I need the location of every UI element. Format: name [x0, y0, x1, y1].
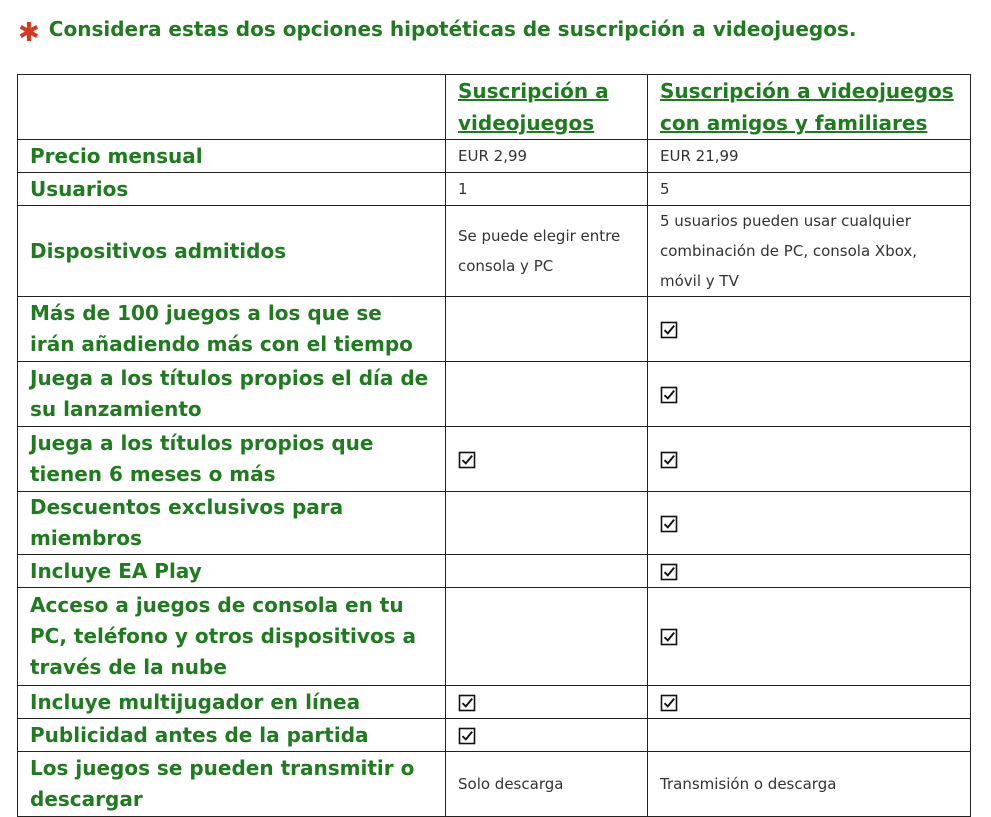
- option-a-check-cell: [446, 555, 648, 588]
- table-row: [18, 427, 971, 492]
- question-text: Considera estas dos opciones hipotéticas de suscripción a videojuegos.: [48, 17, 857, 41]
- row-label: Incluye EA Play: [18, 555, 446, 588]
- row-label: Los juegos se pueden transmitir o descargar: [18, 752, 446, 817]
- option-b-check-cell: [648, 555, 971, 588]
- row-label: Precio mensual: [18, 140, 446, 173]
- checkbox-checked-icon: [458, 451, 476, 469]
- option-a-check-cell: [446, 427, 648, 492]
- table-row: [18, 492, 971, 555]
- option-b-value: Transmisión o descarga: [648, 752, 971, 817]
- option-a-check-cell: [446, 588, 648, 686]
- table-row: [18, 719, 971, 752]
- option-a-check-cell: [446, 362, 648, 427]
- table-row: [18, 173, 971, 206]
- table-row: [18, 297, 971, 362]
- checkbox-checked-icon: [660, 563, 678, 581]
- header-row: [18, 75, 971, 140]
- row-label: Publicidad antes de la partida: [18, 719, 446, 752]
- option-b-value: 5 usuarios pueden usar cualquier combinación de PC, consola Xbox, móvil y TV: [648, 206, 971, 297]
- row-label: Descuentos exclusivos para miembros: [18, 492, 446, 555]
- checkbox-checked-icon: [458, 694, 476, 712]
- row-label: Usuarios: [18, 173, 446, 206]
- table-row: [18, 140, 971, 173]
- checkbox-checked-icon: [458, 727, 476, 745]
- table-row: [18, 752, 971, 817]
- option-b-value: 5: [648, 173, 971, 206]
- row-label: Acceso a juegos de consola en tu PC, teléfono y otros dispositivos a través de la nube: [18, 588, 446, 686]
- checkbox-checked-icon: [660, 515, 678, 533]
- option-b-check-cell: [648, 719, 971, 752]
- table-row: [18, 206, 971, 297]
- option-a-value: EUR 2,99: [446, 140, 648, 173]
- option-a-value: 1: [446, 173, 648, 206]
- option-a-check-cell: [446, 719, 648, 752]
- header-empty-cell: [18, 75, 446, 140]
- table-row: [18, 588, 971, 686]
- option-a-check-cell: [446, 686, 648, 719]
- option-a-value: Se puede elegir entre consola y PC: [446, 206, 648, 297]
- table-row: [18, 362, 971, 427]
- row-label: Incluye multijugador en línea: [18, 686, 446, 719]
- checkbox-checked-icon: [660, 694, 678, 712]
- comparison-table: [17, 74, 971, 817]
- checkbox-checked-icon: [660, 321, 678, 339]
- option-b-value: EUR 21,99: [648, 140, 971, 173]
- row-label: Juega a los títulos propios que tienen 6 meses o más: [18, 427, 446, 492]
- table-row: [18, 686, 971, 719]
- row-label: Dispositivos admitidos: [18, 206, 446, 297]
- question-header: [18, 14, 857, 48]
- row-label: Juega a los títulos propios el día de su lanzamiento: [18, 362, 446, 427]
- checkbox-checked-icon: [660, 628, 678, 646]
- option-b-check-cell: [648, 492, 971, 555]
- option-b-check-cell: [648, 686, 971, 719]
- option-b-check-cell: [648, 588, 971, 686]
- table-row: [18, 555, 971, 588]
- row-label: Más de 100 juegos a los que se irán añadiendo más con el tiempo: [18, 297, 446, 362]
- option-b-check-cell: [648, 297, 971, 362]
- option-b-check-cell: [648, 427, 971, 492]
- option-b-check-cell: [648, 362, 971, 427]
- option-a-check-cell: [446, 297, 648, 362]
- column-header-option-a: Suscripción a videojuegos: [446, 75, 648, 140]
- option-a-value: Solo descarga: [446, 752, 648, 817]
- checkbox-checked-icon: [660, 451, 678, 469]
- option-a-check-cell: [446, 492, 648, 555]
- required-asterisk-icon: ✱: [18, 18, 40, 48]
- checkbox-checked-icon: [660, 386, 678, 404]
- column-header-option-b: Suscripción a videojuegos con amigos y familiares: [648, 75, 971, 140]
